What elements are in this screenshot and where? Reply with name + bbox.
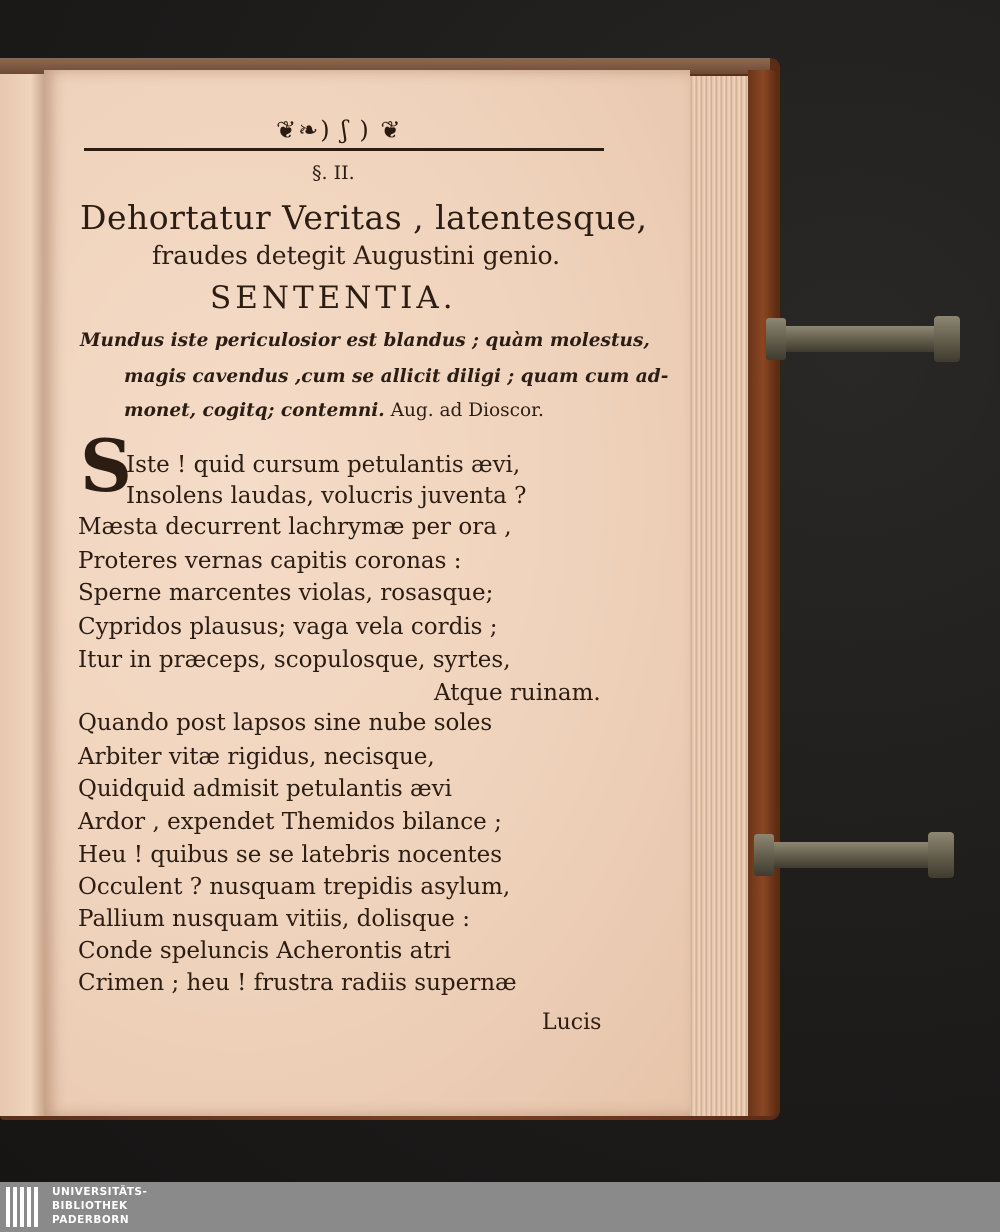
catchword: Lucis bbox=[542, 1010, 602, 1035]
library-name-line-3: PADERBORN bbox=[52, 1214, 130, 1226]
verse-line-3: Mæsta decurrent lachrymæ per ora , bbox=[78, 514, 512, 540]
verse-line-16: Conde speluncis Acherontis atri bbox=[78, 938, 451, 964]
verse-line-14: Occulent ? nusquam trepidis asylum, bbox=[78, 874, 511, 900]
heading-line-2: fraudes detegit Augustini genio. bbox=[152, 241, 561, 270]
library-name bbox=[52, 1185, 147, 1227]
quote-line-3 bbox=[124, 400, 544, 421]
verse-line-4: Proteres vernas capitis coronas : bbox=[78, 548, 462, 574]
upper-clasp bbox=[772, 326, 956, 352]
verse-line-17: Crimen ; heu ! frustra radiis supernæ bbox=[78, 970, 517, 996]
verse-line-1: Iste ! quid cursum petulantis ævi, bbox=[126, 452, 521, 478]
header-rule bbox=[84, 148, 604, 151]
left-page-edge bbox=[0, 74, 44, 1116]
verse-line-13: Heu ! quibus se se latebris nocentes bbox=[78, 842, 503, 868]
verse-line-7: Itur in præceps, scopulosque, syrtes, bbox=[78, 647, 511, 673]
quote-line-2: magis cavendus ,cum se allicit diligi ; quam cum ad- bbox=[124, 366, 669, 387]
verse-line-10: Arbiter vitæ rigidus, necisque, bbox=[78, 744, 435, 770]
verse-line-11: Quidquid admisit petulantis ævi bbox=[78, 776, 452, 802]
verse-line-2: Insolens laudas, volucris juventa ? bbox=[126, 483, 527, 509]
verse-line-6: Cypridos plausus; vaga vela cordis ; bbox=[78, 614, 498, 640]
section-number: §. II. bbox=[312, 162, 355, 184]
lower-clasp bbox=[760, 842, 950, 868]
verse-line-15: Pallium nusquam vitiis, dolisque : bbox=[78, 906, 470, 932]
verse-line-8: Atque ruinam. bbox=[434, 680, 601, 706]
library-name-line-1: UNIVERSITÄTS- bbox=[52, 1186, 148, 1198]
verse-line-9: Quando post lapsos sine nube soles bbox=[78, 710, 493, 736]
cover-fore-edge bbox=[748, 70, 778, 1116]
drop-cap: S bbox=[80, 423, 132, 508]
sententia-title: SENTENTIA. bbox=[210, 280, 457, 316]
library-footer-bar bbox=[0, 1182, 1000, 1232]
verse-line-5: Sperne marcentes violas, rosasque; bbox=[78, 580, 494, 606]
quote-citation: Aug. ad Dioscor. bbox=[384, 400, 544, 421]
verse-line-12: Ardor , expendet Themidos bilance ; bbox=[78, 809, 502, 835]
quote-line-1: Mundus iste periculosior est blandus ; quàm molestus, bbox=[80, 330, 650, 351]
library-name-line-2: BIBLIOTHEK bbox=[52, 1200, 128, 1212]
quote-line-3-italic: monet, cogitq; contemni. bbox=[124, 400, 385, 421]
header-ornament: ❦❧) ʃ ) ❦ bbox=[276, 116, 403, 144]
library-logo-icon bbox=[6, 1187, 46, 1227]
heading-line-1: Dehortatur Veritas , latentesque, bbox=[80, 198, 648, 237]
